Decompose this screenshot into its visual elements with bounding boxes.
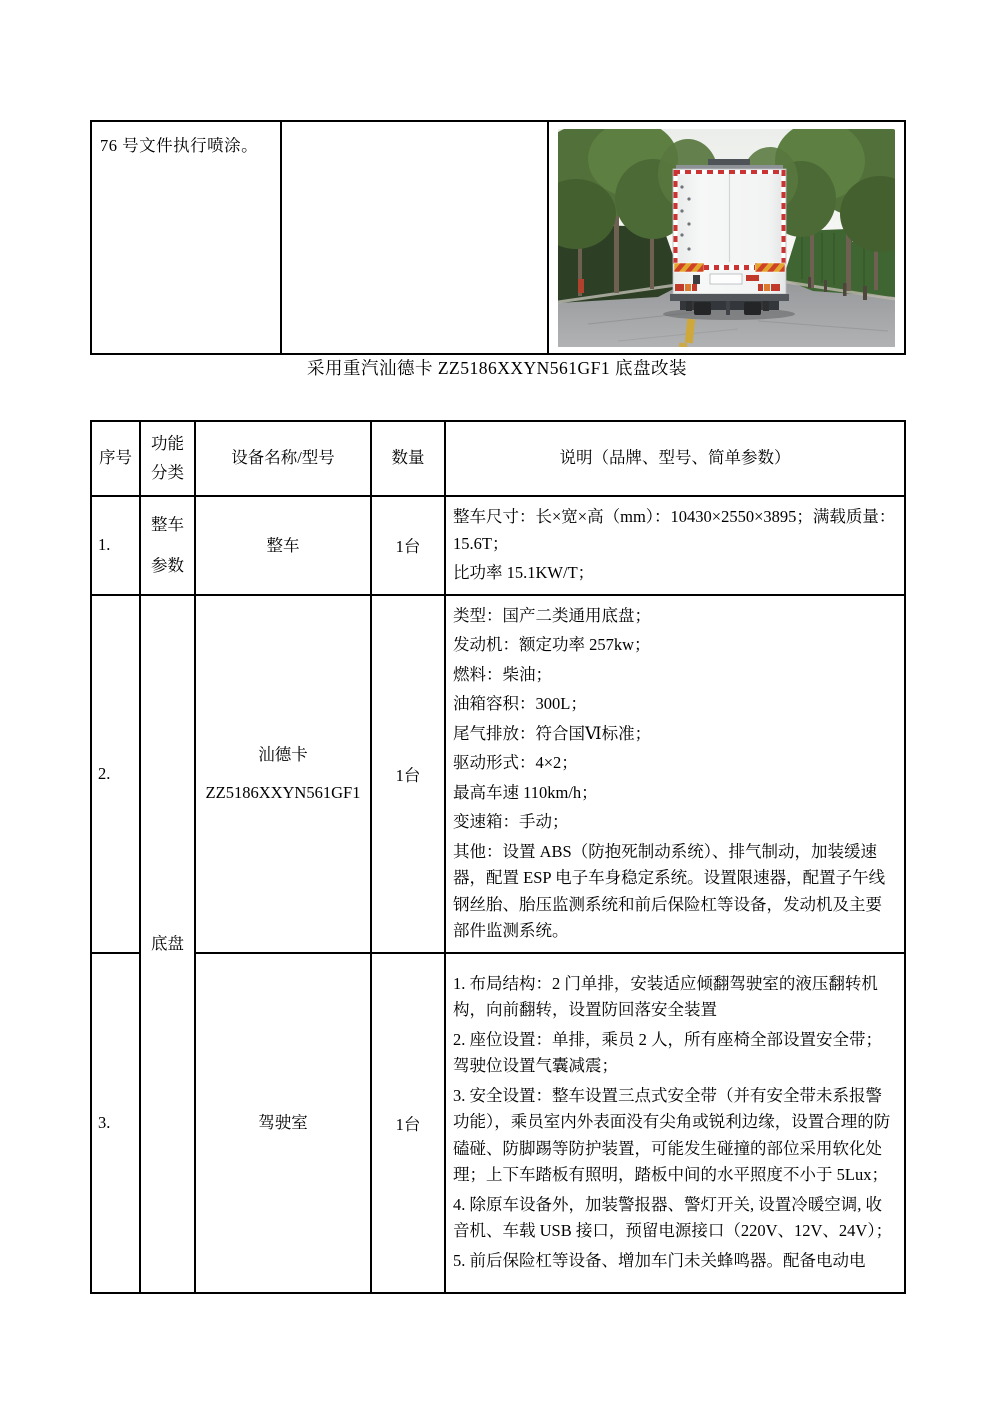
- col-header-desc: 说明（品牌、型号、简单参数）: [445, 421, 905, 496]
- paint-note-text: 76 号文件执行喷涂。: [100, 136, 259, 155]
- truck-photo-cell: [548, 121, 905, 354]
- description-cell: [445, 953, 905, 1293]
- category-cell-merged: 底盘: [140, 595, 195, 1293]
- description-cell: [445, 595, 905, 953]
- top-table: [90, 120, 906, 355]
- photo-truck: [663, 159, 795, 320]
- spec-table-header-row: [91, 421, 905, 496]
- desc-paragraph: 发动机：额定功率 257kw；: [453, 635, 651, 654]
- row-number: 1.: [91, 496, 140, 595]
- col-header-name: 设备名称/型号: [195, 421, 371, 496]
- row-number: 3.: [91, 953, 140, 1293]
- table-row-cab: [91, 953, 905, 1293]
- quantity-cell: 1台: [371, 595, 445, 953]
- desc-paragraph: 变速箱：手动；: [453, 812, 569, 831]
- table-row-vehicle: [91, 496, 905, 595]
- top-table-empty-cell: [281, 121, 548, 354]
- device-name-line: 汕德卡: [258, 745, 308, 765]
- truck-rear-photo: [558, 129, 895, 347]
- device-name-line: 驾驶室: [258, 1112, 308, 1132]
- chassis-caption: 采用重汽汕德卡 ZZ5186XXYN561GF1 底盘改装: [306, 358, 688, 378]
- desc-paragraph: 3. 安全设置：整车设置三点式安全带（并有安全带未系报警功能），乘员室内外表面没有尖角或锐利边缘，设置合理的防磕碰、防脚踢等防护装置，可能发生碰撞的部位采用软化处理；上下车踏板有照明，踏板中间的水平照度不小于 5Lux；: [453, 1085, 891, 1185]
- truck-license-plate: [710, 274, 742, 284]
- table-row-chassis: [91, 595, 905, 953]
- desc-paragraph: 燃料：柴油；: [453, 664, 552, 684]
- device-model-line: ZZ5186XXYN561GF1: [205, 782, 361, 802]
- description-cell: [445, 496, 905, 595]
- desc-paragraph: 油箱容积：300L；: [453, 694, 587, 713]
- top-table-row: [91, 121, 905, 354]
- spec-table: [90, 420, 906, 1294]
- desc-paragraph: 尾气排放：符合国Ⅵ标准；: [453, 723, 652, 743]
- desc-paragraph: 类型：国产二类通用底盘；: [453, 605, 651, 625]
- desc-paragraph: 整车尺寸：长×宽×高（mm）：10430×2550×3895；满载质量：15.6T；: [453, 507, 896, 553]
- desc-paragraph: 最高车速 110km/h；: [453, 782, 598, 802]
- desc-paragraph: 4. 除原车设备外，加装警报器、警灯开关, 设置冷暖空调, 收音机、车载 USB 接口，预留电源接口（220V、12V、24V）；: [453, 1194, 893, 1241]
- device-name-line: 整车: [266, 535, 300, 555]
- quantity-cell: 1台: [371, 953, 445, 1293]
- desc-paragraph: 5. 前后保险杠等设备、增加车门未关蜂鸣器。配备电动电: [453, 1250, 866, 1270]
- desc-paragraph: 1. 布局结构：2 门单排，安装适应倾翻驾驶室的液压翻转机构，向前翻转，设置防回落安全装置: [453, 973, 878, 1020]
- desc-paragraph: 其他：设置 ABS（防抱死制动系统）、排气制动，加装缓速器，配置 ESP 电子车身稳定系统。设置限速器，配置子午线钢丝胎、胎压监测系统和前后保险杠等设备，发动机及主要部件监测系统。: [453, 841, 886, 940]
- desc-paragraph: 比功率 15.1KW/T；: [453, 563, 595, 582]
- device-name-cell: [195, 595, 371, 953]
- desc-paragraph: 驱动形式：4×2；: [453, 753, 578, 772]
- desc-paragraph: 2. 座位设置：单排，乘员 2 人，所有座椅全部设置安全带；驾驶位设置气囊减震；: [453, 1029, 882, 1076]
- truck-rear-photo-art: [558, 129, 895, 347]
- col-header-no: 序号: [91, 421, 140, 496]
- device-name-cell: [195, 953, 371, 1293]
- paint-note-cell: [91, 121, 281, 354]
- device-name-cell: [195, 496, 371, 595]
- quantity-cell: 1台: [371, 496, 445, 595]
- row-number: 2.: [91, 595, 140, 953]
- category-cell: 整车参数: [140, 496, 195, 595]
- col-header-qty: 数量: [371, 421, 445, 496]
- col-header-category: 功能分类: [140, 421, 195, 496]
